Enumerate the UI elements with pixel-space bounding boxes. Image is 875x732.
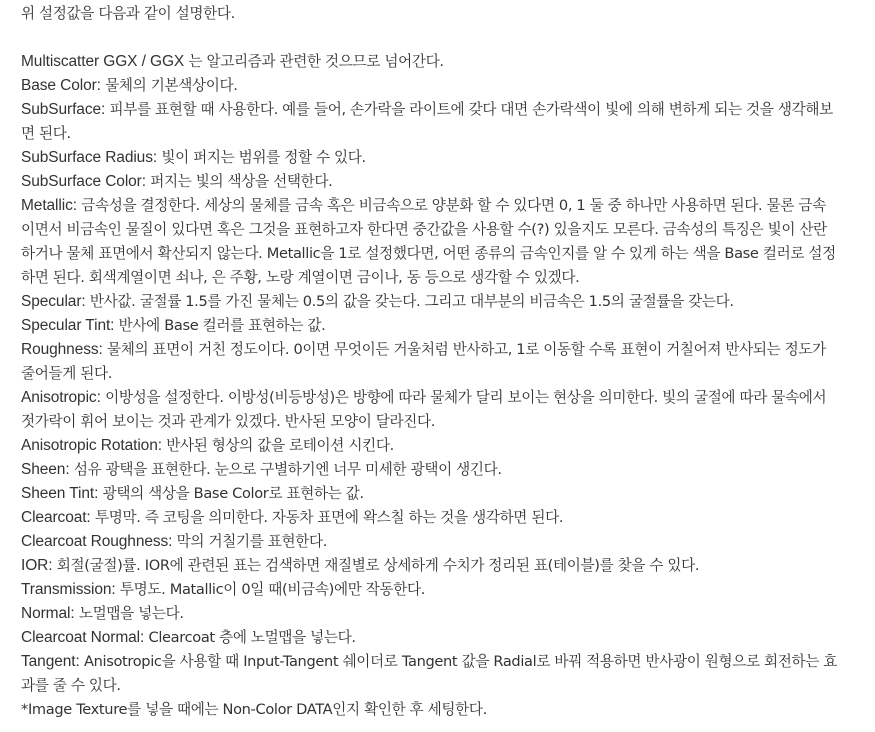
setting-term: SubSurface Color:: [21, 173, 146, 190]
setting-term: Metallic:: [21, 197, 77, 214]
setting-term: Roughness:: [21, 341, 103, 358]
setting-description: 섬유 광택을 표현한다. 눈으로 구별하기엔 너무 미세한 광택이 생긴다.: [69, 461, 502, 478]
setting-description: 피부를 표현할 때 사용한다. 예를 들어, 손가락을 라이트에 갖다 대면 손가락색이 빛에 의해 변하게 되는 것을 생각해보면 된다.: [21, 101, 833, 142]
setting-description: Clearcoat 층에 노멀맵을 넣는다.: [144, 629, 356, 646]
setting-term: Base Color:: [21, 77, 101, 94]
setting-description: 이방성을 설정한다. 이방성(비등방성)은 방향에 따라 물체가 달리 보이는 현상을 의미한다. 빛의 굴절에 따라 물속에서 젓가락이 휘어 보이는 것과 관계가 있겠다. 반사된 모양이 달라진다.: [21, 389, 827, 430]
setting-description: 퍼지는 빛의 색상을 선택한다.: [145, 173, 333, 190]
setting-description: 회절(굴절)률. IOR에 관련된 표는 검색하면 재질별로 상세하게 수치가 정리된 표(테이블)를 찾을 수 있다.: [52, 557, 700, 574]
setting-term: Specular Tint:: [21, 317, 115, 334]
setting-item: [21, 434, 839, 458]
setting-term: Sheen Tint:: [21, 485, 99, 502]
setting-term: Anisotropic Rotation:: [21, 437, 162, 454]
setting-term: IOR:: [21, 557, 53, 574]
texture-note: *Image Texture를 넣을 때에는 Non-Color DATA인지 확인한 후 세팅한다.: [21, 701, 487, 718]
setting-item: [21, 602, 839, 626]
setting-item: [21, 194, 839, 290]
setting-description: Anisotropic을 사용할 때 Input-Tangent 쉐이더로 Tangent 값을 Radial로 바꿔 적용하면 반사광이 원형으로 회전하는 효과를 줄 수 있다.: [21, 653, 838, 694]
setting-item: [21, 98, 839, 146]
setting-description: 반사에 Base 컬러를 표현하는 값.: [114, 317, 326, 334]
setting-term: Clearcoat Normal:: [21, 629, 145, 646]
setting-item: [21, 290, 839, 314]
setting-term: SubSurface:: [21, 101, 106, 118]
setting-item: [21, 578, 839, 602]
setting-item: [21, 482, 839, 506]
setting-description-list: [21, 50, 839, 698]
setting-term: Tangent:: [21, 653, 80, 670]
setting-description: 투명도. Matallic이 0일 때(비금속)에만 작동한다.: [115, 581, 426, 598]
setting-description: 광택의 색상을 Base Color로 표현하는 값.: [98, 485, 364, 502]
setting-description: 물체의 기본색상이다.: [100, 77, 238, 94]
setting-item: [21, 146, 839, 170]
setting-item: [21, 314, 839, 338]
setting-item: [21, 626, 839, 650]
setting-term: Sheen:: [21, 461, 70, 478]
setting-term: SubSurface Radius:: [21, 149, 158, 166]
setting-item: [21, 338, 839, 386]
setting-item: [21, 74, 839, 98]
setting-term: Anisotropic:: [21, 389, 101, 406]
setting-item: [21, 554, 839, 578]
setting-description: 막의 거칠기를 표현한다.: [172, 533, 328, 550]
setting-item: [21, 170, 839, 194]
setting-term: Transmission:: [21, 581, 116, 598]
setting-term: Clearcoat:: [21, 509, 91, 526]
setting-term: Specular:: [21, 293, 86, 310]
setting-description: 반사된 형상의 값을 로테이션 시킨다.: [161, 437, 394, 454]
setting-description: 는 알고리즘과 관련한 것으므로 넘어간다.: [184, 53, 444, 70]
setting-description: 금속성을 결정한다. 세상의 물체를 금속 혹은 비금속으로 양분화 할 수 있다면 0, 1 둘 중 하나만 사용하면 된다. 물론 금속이면서 비금속인 물질이 있다면 혹은 그것을 표현하고자 한다면 중간값을 사용할 수(?) 있을지도 모른다. 금속성의 특징은 빛이 산란하거나 물체 표면에서 확산되지 않는다. Metallic을 1로 설정했다면, 어떤 종류의 금속인지를 알 수 있게 하는 색을 Base 컬러로 설정하면 된다. 회색계열이면 쇠나, 은 주황, 노랑 계열이면 금이나, 동 등으로 생각할 수 있겠다.: [21, 197, 836, 286]
setting-description: 투명막. 즉 코팅을 의미한다. 자동차 표면에 왁스칠 하는 것을 생각하면 된다.: [90, 509, 564, 526]
setting-term: Clearcoat Roughness:: [21, 533, 173, 550]
setting-description: 노멀맵을 넣는다.: [74, 605, 184, 622]
setting-item: [21, 530, 839, 554]
intro-text: 위 설정값을 다음과 같이 설명한다.: [21, 5, 235, 22]
setting-item: [21, 506, 839, 530]
setting-description: 반사값. 굴절률 1.5를 가진 물체는 0.5의 값을 갖는다. 그리고 대부분의 비금속은 1.5의 굴절률을 갖는다.: [85, 293, 734, 310]
setting-item: [21, 50, 839, 74]
setting-item: [21, 458, 839, 482]
setting-term: Normal:: [21, 605, 75, 622]
setting-item: [21, 386, 839, 434]
setting-description: 물체의 표면이 거친 정도이다. 0이면 무엇이든 거울처럼 반사하고, 1로 이동할 수록 표현이 거칠어져 반사되는 정도가 줄어들게 된다.: [21, 341, 826, 382]
setting-term: Multiscatter GGX / GGX: [21, 53, 185, 70]
setting-description: 빛이 퍼지는 범위를 정할 수 있다.: [157, 149, 366, 166]
setting-item: [21, 650, 839, 698]
